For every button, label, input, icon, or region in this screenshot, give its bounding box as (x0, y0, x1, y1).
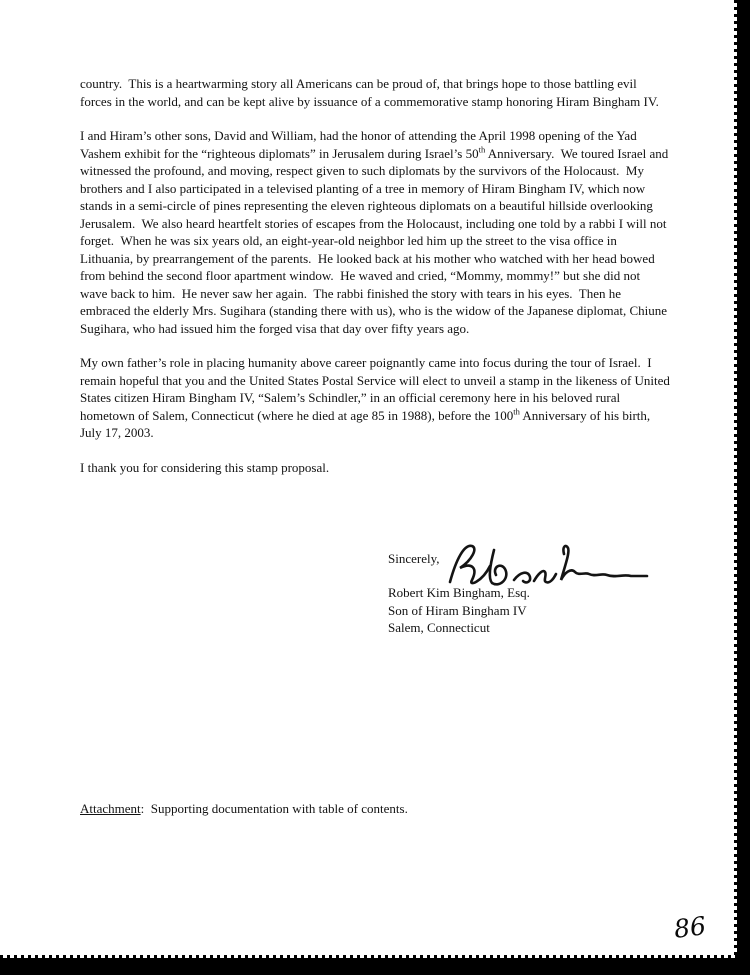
closing-salutation: Sincerely, (388, 551, 440, 566)
scan-edge-right (737, 0, 750, 975)
letter-body (80, 75, 674, 493)
signer-name: Robert Kim Bingham, Esq. (388, 585, 530, 600)
signature-block (388, 544, 657, 637)
paragraph: My own father’s role in placing humanity above career poignantly came into focus during the tour of Israel. I remain hopeful that you and the United States Postal Service will elect to unveil a stamp in the likeness of United States citizen Hiram Bingham IV, “Salem’s Schindler,” in an official ceremony here in his beloved rural hometown of Salem, Connecticut (where he died at age 85 in 1988), before the 100th Anniversary of his birth, July 17, 2003. (80, 355, 674, 440)
attachment-label: Attachment (80, 801, 141, 816)
signature-row (388, 544, 657, 584)
signature-icon (442, 536, 657, 588)
scan-edge-bottom (0, 958, 750, 975)
handwritten-page-number: 86 (672, 911, 708, 944)
paragraph: I and Hiram’s other sons, David and William, had the honor of attending the April 1998 opening of the Yad Vashem exhibit for the “righteous diplomats” in Jerusalem during Israel’s 50th Anniversary. We toured Israel and witnessed the profound, and moving, respect given to such diplomats by the survivors of the Holocaust. My brothers and I also participated in a televised planting of a tree in memory of Hiram Bingham IV, which now stands in a semi-circle of pines representing the eleven righteous diplomats on a beautiful hillside overlooking Jerusalem. We also heard heartfelt stories of escapes from the Holocaust, including one told by a rabbi I will not forget. When he was six years old, an eight-year-old neighbor led him up the street to the visa office in Lithuania, by prearrangement of the parents. He looked back at his mother who watched with her head bowed from behind the second floor apartment window. He waved and cried, “Mommy, mommy!” but she did not wave back to him. He never saw her again. The rabbi finished the story with tears in his eyes. Then he embraced the elderly Mrs. Sugihara (standing there with us), who is the widow of the Japanese diplomat, Chiune Sugihara, who had issued him the forged visa that day over fifty years ago. (80, 128, 672, 336)
attachment-note (80, 801, 408, 817)
attachment-text: : Supporting documentation with table of contents. (140, 801, 408, 816)
paragraph: country. This is a heartwarming story all Americans can be proud of, that brings hope to those battling evil forces in the world, and can be kept alive by issuance of a commemorative stamp honoring Hiram Bingham IV. (80, 76, 659, 109)
signer-location: Salem, Connecticut (388, 620, 490, 635)
signer-title: Son of Hiram Bingham IV (388, 602, 527, 618)
paragraph: I thank you for considering this stamp proposal. (80, 459, 330, 475)
